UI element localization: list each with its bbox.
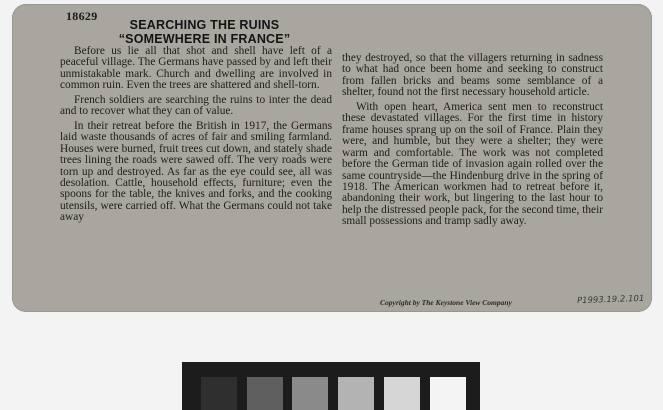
paragraph-continuation: they destroyed, so that the villagers returning in sadness to what had once been home and seeking to construct from fallen bricks and beams some semblance of a shelter, found not the first necessary household article. xyxy=(342,52,603,99)
paragraph: Before us lie all that shot and shell have left of a peaceful village. The Germans have passed by and left their unmistakable mark. Church and dwelling are involved in common ruin. Even the trees are shattered and shell-torn. xyxy=(60,45,332,92)
paragraph: With open heart, America sent men to reconstruct these devastated villages. For the first time in history frame houses sprang up on the soil of France. Plain they were, and humble, but they were a shelter; they were warm and comfortable. The work was not completed before the German tide of invasion again rolled over the same countryside—the Hindenburg drive in the spring of 1918. The American workmen had to retreat before it, abandoning their work, but lingering to the last hour to help the distressed people pack, for the second time, their small possessions and tramp sadly away. xyxy=(342,100,603,228)
title-line-2: “SOMEWHERE IN FRANCE” xyxy=(118,32,291,46)
paragraph: In their retreat before the British in 1917, the Germans laid waste thousands of acres of fair and smiling farmland. Houses were burned, fruit trees cut down, and stately shade trees lining the roads were sawed off. The very roads were torn up and destroyed. As far as the eye could see, all was desolation. Cattle, household effects, furniture; even the spoons for the table, the knives and forks, and the cooking utensils, were carried off. What the Germans could not take away xyxy=(60,119,332,224)
right-text-column xyxy=(342,53,603,231)
gray-swatch xyxy=(292,377,328,410)
copyright-line: Copyright by The Keystone View Company xyxy=(380,298,512,307)
gray-swatch xyxy=(338,377,374,410)
gray-swatch xyxy=(384,377,420,410)
stereocard-back xyxy=(12,4,652,312)
gray-swatch xyxy=(201,377,237,410)
paragraph: French soldiers are searching the ruins to inter the dead and to recover what they can of value. xyxy=(60,93,332,118)
handwritten-catalog-number: P1993.19.2.101 xyxy=(576,293,645,307)
title-line-1: SEARCHING THE RUINS xyxy=(129,18,280,32)
left-text-column xyxy=(60,46,332,227)
gray-swatch xyxy=(247,377,283,410)
card-title xyxy=(77,18,332,46)
gray-scale-target xyxy=(182,362,480,410)
card-number: 18629 xyxy=(66,9,98,23)
gray-swatch xyxy=(430,377,466,410)
